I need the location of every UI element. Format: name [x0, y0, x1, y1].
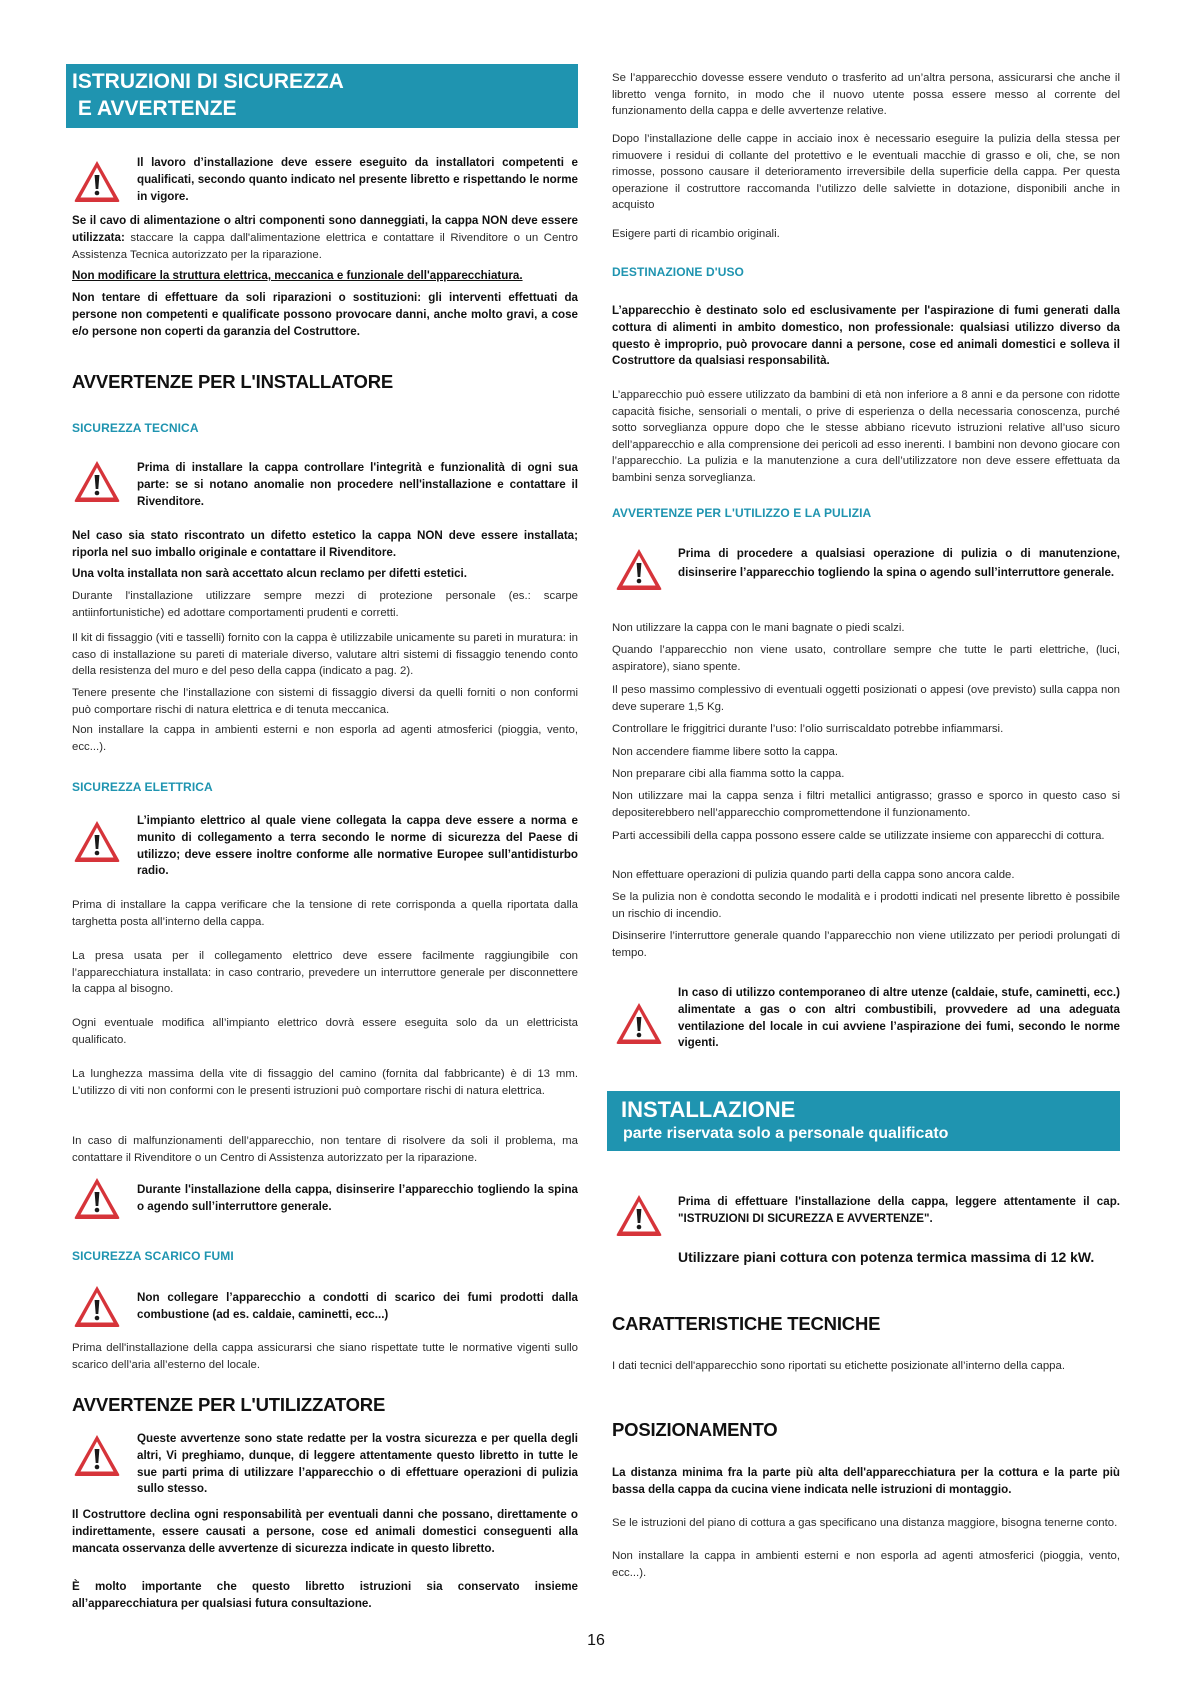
fixing-kit-paragraph: Il kit di fissaggio (viti e tasselli) fornito con la cappa è utilizzabile unicamente su pareti in muratura: in caso di installazione su pareti di materiale diverso, valutare altri sistemi di fissaggio tenendo conto della resistenza del muro e del peso della cappa (indicato a pag. 2).	[72, 632, 578, 678]
user-section-title: AVVERTENZE PER L'UTILIZZATORE	[72, 1394, 386, 1415]
aesthetic-defect-notice: Nel caso sia stato riscontrato un difetto estetico la cappa NON deve essere installata; riporla nel suo imballo originale e contattare il Rivenditore.	[72, 529, 578, 559]
socket-paragraph: La presa usata per il collegamento elettrico deve essere facilmente raggiungibile con l’apparecchiatura installata: in caso contrario, prevedere un interruttore generale per disconnettere la cappa al bisogno.	[72, 950, 578, 996]
fumes-safety-heading: SICUREZZA SCARICO FUMI	[72, 1249, 234, 1263]
use-cleaning-heading: AVVERTENZE PER L'UTILIZZO E LA PULIZIA	[612, 506, 872, 520]
banner-title-line1: ISTRUZIONI DI SICUREZZA	[72, 70, 344, 93]
liability-notice: Il Costruttore declina ogni responsabilità per eventuali danni che possano, direttamente o indirettamente, essere causati a persone, cose ed animali domestici conseguenti alla mancata osservanza delle avvertenze di sicurezza indicate in questo libretto.	[72, 1508, 578, 1555]
use-item: Il peso massimo complessivo di eventuali oggetti posizionati o appesi (ove previsto) sulla cappa non deve superare 1,5 Kg.	[612, 684, 1120, 713]
use-item: Non utilizzare mai la cappa senza i filtri metallici antigrasso; grasso e sporco in questo caso si depositerebbero nell’apparecchio compromettendone il funzionamento.	[612, 790, 1120, 819]
use-item: Quando l’apparecchio non viene usato, controllare sempre che tutte le parti elettriche, (luci, aspiratore), siano spente.	[612, 644, 1120, 673]
warning-icon	[72, 1175, 122, 1221]
screw-length-paragraph: La lunghezza massima della vite di fissaggio del camino (fornita dal fabbricante) è di 13 mm. L’utilizzo di viti non conformi con le presenti istruzioni può comportare rischi di natura elettrica.	[72, 1068, 578, 1097]
damaged-cable-paragraph	[72, 213, 578, 263]
install-competence-warning: Il lavoro d’installazione deve essere eseguito da installatori competenti e qualificati, secondo quanto indicato nel presente libretto e rispettando le norme in vigore.	[137, 156, 578, 203]
protection-paragraph: Durante l'installazione utilizzare sempre mezzi di protezione personale (es.: scarpe antiinfortunistiche) ed adottare comportamenti prudenti e corretti.	[72, 590, 578, 619]
warning-icon	[72, 458, 122, 504]
use-item: Non preparare cibi alla fiamma sotto la cappa.	[612, 768, 845, 780]
technical-features-title: CARATTERISTICHE TECNICHE	[612, 1313, 881, 1334]
use-item: Se la pulizia non è condotta secondo le modalità e i prodotti indicati nel presente libretto è possibile un rischio di incendio.	[612, 891, 1120, 920]
use-item: Non utilizzare la cappa con le mani bagnate o piedi scalzi.	[612, 622, 905, 634]
warning-icon	[72, 158, 122, 204]
spare-parts-paragraph: Esigere parti di ricambio originali.	[612, 228, 780, 240]
keep-booklet-notice: È molto importante che questo libretto istruzioni sia conservato insieme all’apparecchiatura per qualsiasi futura consultazione.	[72, 1580, 578, 1610]
intended-use-notice: L’apparecchio è destinato solo ed esclusivamente per l'aspirazione di fumi generati dalla cottura di alimenti in ambito domestico, non professionale: qualsiasi utilizzo diverso da questo è improprio, può provocare danni a persone, cose ed animali domestici e solleva il Costruttore da qualsiasi responsabilità.	[612, 304, 1120, 368]
use-item: Parti accessibili della cappa possono essere calde se utilizzate insieme con apparecchi di cottura.	[612, 830, 1105, 842]
tech-safety-heading: SICUREZZA TECNICA	[72, 421, 199, 435]
positioning-title: POSIZIONAMENTO	[612, 1419, 778, 1440]
installation-banner-title: INSTALLAZIONE	[621, 1097, 796, 1122]
no-modify-notice: Non modificare la struttura elettrica, meccanica e funzionale dell'apparecchiatura.	[72, 269, 523, 282]
tech-safety-warning: Prima di installare la cappa controllare l'integrità e funzionalità di ogni sua parte: se si notano anomalie non procedere nell'installazione e contattare il Rivenditore.	[137, 461, 578, 508]
positioning-paragraph: Se le istruzioni del piano di cottura a gas specificano una distanza maggiore, bisogna tenerne conto.	[612, 1517, 1118, 1529]
installer-section-title: AVVERTENZE PER L'INSTALLATORE	[72, 371, 393, 392]
electrical-safety-heading: SICUREZZA ELETTRICA	[72, 780, 213, 794]
warning-icon	[614, 1000, 664, 1046]
warning-icon	[614, 546, 664, 592]
damaged-cable-text: staccare la cappa dall'alimentazione elettrica e contattare il Rivenditore o un Centro Assistenza Tecnica autorizzato per la riparazione.	[72, 231, 578, 261]
cleaning-warning: Prima di procedere a qualsiasi operazione di pulizia o di manutenzione, disinserire l’apparecchio togliendo la spina o agendo sull’interruttore generale.	[678, 547, 1120, 579]
use-item: Disinserire l’interruttore generale quando l’apparecchio non viene utilizzato per periodi prolungati di tempo.	[612, 930, 1120, 959]
outdoor-paragraph: Non installare la cappa in ambienti esterni e non esporla ad agenti atmosferici (pioggia, vento, ecc...).	[72, 724, 578, 753]
inox-cleaning-paragraph: Dopo l’installazione delle cappe in acciaio inox è necessario eseguire la pulizia della stessa per rimuovere i residui di collante del protettivo e le eventuali macchie di grasso e oli, che, se non rimosse, possono causare il deterioramento irreversibile della superficie della cappa. Per questa operazione il costruttore raccomanda l’utilizzo delle salviette in dotazione, disponibili anche in acquisto	[612, 133, 1120, 212]
fumes-warning: Non collegare l’apparecchio a condotti di scarico dei fumi prodotti dalla combustione (ad es. caldaie, caminetti, ecc...)	[137, 1291, 578, 1321]
no-repair-notice: Non tentare di effettuare da soli riparazioni o sostituzioni: gli interventi effettuati da persone non competenti e qualificate possono provocare danni, anche molto gravi, a cose e/o persone non coperti da garanzia del Costruttore.	[72, 291, 578, 338]
disconnect-warning: Durante l'installazione della cappa, disinserire l’apparecchio togliendo la spina o agendo sull’interruttore generale.	[137, 1183, 578, 1213]
section-banner-safety	[66, 64, 578, 128]
max-power-notice: Utilizzare piani cottura con potenza termica massima di 12 kW.	[678, 1249, 1095, 1265]
banner-title-line2: E AVVERTENZE	[72, 97, 237, 120]
gas-ventilation-warning: In caso di utilizzo contemporaneo di altre utenze (caldaie, stufe, caminetti, ecc.) alimentate a gas o con altri combustibili, provvedere ad una adeguata ventilazione del locale in cui avviene l’aspirazione dei fumi, secondo le norme vigenti.	[678, 986, 1120, 1050]
positioning-notice: La distanza minima fra la parte più alta dell'apparecchiatura per la cottura e la parte più bassa della cappa da cucina viene indicata nelle istruzioni di montaggio.	[612, 1466, 1120, 1496]
warning-icon	[72, 1283, 122, 1329]
warning-icon	[614, 1192, 664, 1238]
page-number: 16	[587, 1632, 605, 1649]
section-banner-installation	[607, 1091, 1120, 1151]
warning-icon	[72, 818, 122, 864]
installation-banner-subtitle: parte riservata solo a personale qualificato	[623, 1125, 949, 1142]
installation-read-warning: Prima di effettuare l'installazione della cappa, leggere attentamente il cap. "ISTRUZIONI DI SICUREZZA E AVVERTENZE".	[678, 1195, 1120, 1225]
technical-features-paragraph: I dati tecnici dell'apparecchio sono riportati su etichette posizionate all’interno della cappa.	[612, 1360, 1066, 1372]
modification-paragraph: Ogni eventuale modifica all’impianto elettrico dovrà essere eseguita solo da un elettricista qualificato.	[72, 1017, 578, 1046]
resale-paragraph: Se l’apparecchio dovesse essere venduto o trasferito ad un’altra persona, assicurarsi che anche il libretto venga fornito, in modo che il nuovo utente possa essere messo al corrente del funzionamento della cappa e delle avvertenze relative.	[612, 72, 1120, 118]
use-item: Non effettuare operazioni di pulizia quando parti della cappa sono ancora calde.	[612, 869, 1015, 881]
damaged-cable-bold: Se il cavo di alimentazione o altri componenti sono danneggiati, la cappa NON deve essere utilizzata:	[72, 214, 578, 244]
user-warning: Queste avvertenze sono state redatte per la vostra sicurezza e per quella degli altri, Vi preghiamo, dunque, di leggere attentamente questo libretto in tutte le sue parti prima di utilizzare l’apparecchio o di effettuare operazioni di pulizia sullo stesso.	[137, 1432, 578, 1496]
use-item: Controllare le friggitrici durante l’uso: l’olio surriscaldato potrebbe infiammarsi.	[612, 723, 1004, 735]
fumes-paragraph: Prima dell'installazione della cappa assicurarsi che siano rispettate tutte le normative vigenti sullo scarico dell’aria all’esterno del locale.	[72, 1342, 578, 1371]
use-item: Non accendere fiamme libere sotto la cappa.	[612, 746, 839, 758]
positioning-outdoor-paragraph: Non installare la cappa in ambienti esterni e non esporla ad agenti atmosferici (pioggia, vento, ecc...).	[612, 1550, 1120, 1579]
electrical-safety-warning: L’impianto elettrico al quale viene collegata la cappa deve essere a norma e munito di collegamento a terra secondo le norme di sicurezza del Paese di utilizzo; deve essere inoltre conforme alle normative Europee sull’antidisturbo radio.	[137, 814, 578, 878]
no-claims-notice: Una volta installata non sarà accettato alcun reclamo per difetti estetici.	[72, 567, 467, 580]
children-paragraph: L’apparecchio può essere utilizzato da bambini di età non inferiore a 8 anni e da persone con ridotte capacità fisiche, sensoriali o mentali, o prive di esperienza o della necessaria conoscenza, purché sotto sorveglianza oppure dopo che le stesse abbiano ricevuto istruzioni relative all’uso sicuro dell’apparecchio e alla comprensione dei pericoli ad esso inerenti. I bambini non devono giocare con l’apparecchio. La pulizia e la manutenzione a cura dell’utilizzatore non deve essere effettuata da bambini senza sorveglianza.	[612, 389, 1120, 484]
voltage-paragraph: Prima di installare la cappa verificare che la tensione di rete corrisponda a quella riportata dalla targhetta posta all’interno della cappa.	[72, 899, 578, 928]
other-fixing-paragraph: Tenere presente che l’installazione con sistemi di fissaggio diversi da quelli forniti o non conformi può comportare rischi di natura elettrica e di tenuta meccanica.	[72, 687, 578, 716]
intended-use-heading: DESTINAZIONE D'USO	[612, 265, 744, 279]
warning-icon	[72, 1432, 122, 1478]
malfunction-paragraph: In caso di malfunzionamenti dell’apparecchio, non tentare di risolvere da soli il problema, ma contattare il Rivenditore o un Centro di Assistenza autorizzato per la riparazione.	[72, 1135, 578, 1164]
